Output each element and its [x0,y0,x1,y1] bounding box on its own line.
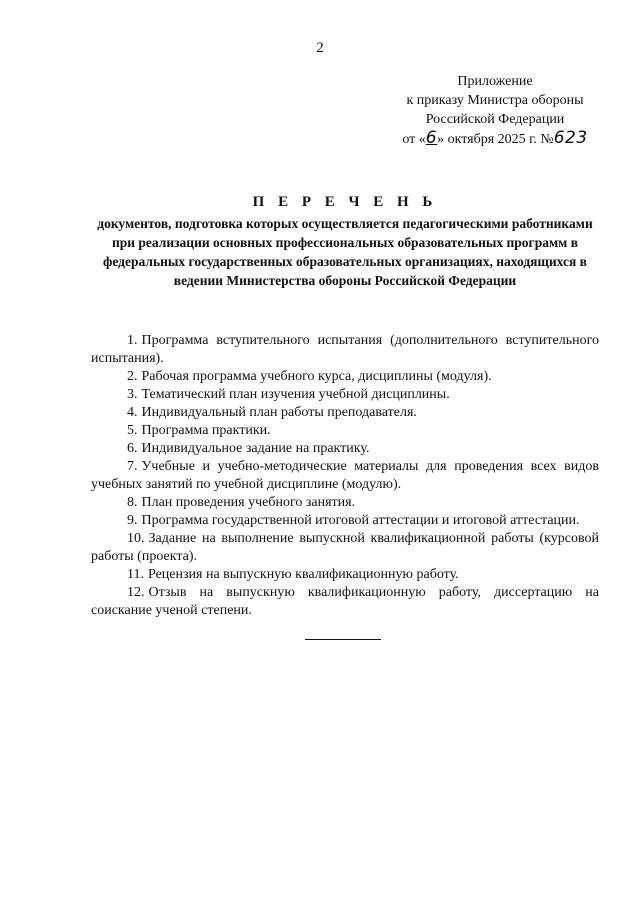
appendix-label: Приложение [457,74,533,89]
list-item [91,458,599,494]
item-number: 9. [127,513,138,528]
item-text: Рецензия на выпускную квалификационную работу. [147,567,459,582]
list-item [91,584,599,620]
document-heading [95,192,595,290]
order-day-handwritten: 6 [425,128,438,148]
list-item [91,404,599,422]
item-text: План проведения учебного занятия. [141,495,356,510]
appendix-order-ref: к приказу Министра обороны [406,93,584,108]
item-number: 10. [127,531,145,546]
item-number: 2. [127,369,138,384]
item-number: 5. [127,423,138,438]
item-text: Рабочая программа учебного курса, дисциплины (модуля). [141,369,492,384]
list-item [91,332,599,368]
item-text: Отзыв на выпускную квалификационную работу, диссертацию на соискание ученой степени. [91,585,599,618]
order-mid: » октября 2025 г. № [437,132,554,147]
item-number: 1. [127,333,138,348]
order-prefix: от « [402,132,426,147]
item-text: Индивидуальный план работы преподавателя. [141,405,417,420]
item-text: Программа практики. [141,423,271,438]
documents-list [91,332,599,620]
item-text: Учебные и учебно-методические материалы для проведения всех видов учебных занятий по учебной дисциплине (модулю). [91,459,599,492]
item-number: 7. [127,459,138,474]
list-item [91,440,599,458]
appendix-federation: Российской Федерации [425,112,565,127]
list-item [91,422,599,440]
item-text: Тематический план изучения учебной дисциплины. [141,387,450,402]
item-number: 11. [127,567,144,582]
item-number: 3. [127,387,138,402]
item-text: Задание на выполнение выпускной квалификационной работы (курсовой работы (проекта). [91,531,599,564]
item-text: Индивидуальное задание на практику. [141,441,370,456]
list-item [91,512,599,530]
page-number: 2 [316,40,324,56]
order-number-handwritten: 623 [553,128,588,148]
list-item [91,566,599,584]
item-number: 6. [127,441,138,456]
document-title: П Е Р Е Ч Е Н Ь [252,194,438,210]
closing-rule [305,639,381,640]
item-text: Программа вступительного испытания (дополнительного вступительного испытания). [91,333,599,366]
appendix-header [380,72,610,149]
document-subtitle: документов, подготовка которых осуществляется педагогическими работниками при реализации основных профессиональных образовательных программ в федеральных государственных образовательных организациях, находящихся в ведении Министерства обороны Российской Федерации [97,216,593,288]
item-text: Программа государственной итоговой аттестации и итоговой аттестации. [141,513,580,528]
order-date-line [380,129,610,149]
list-item [91,530,599,566]
item-number: 12. [127,585,145,600]
list-item [91,386,599,404]
list-item [91,368,599,386]
list-item [91,494,599,512]
item-number: 8. [127,495,138,510]
item-number: 4. [127,405,138,420]
